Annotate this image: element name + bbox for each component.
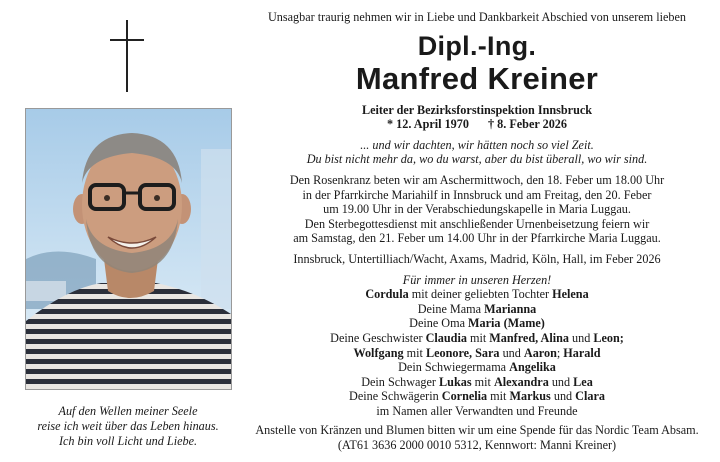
mourner-segment: Marianna <box>484 301 537 316</box>
life-dates <box>240 117 714 132</box>
mourner-segment: mit <box>487 389 510 404</box>
mourner-segment: Aaron <box>523 345 557 360</box>
mourner-segment: Markus <box>509 389 551 404</box>
mourner-line <box>240 404 714 419</box>
mourner-segment: Claudia <box>425 330 467 345</box>
forever-line: Für immer in unseren Herzen! <box>402 272 552 287</box>
mourner-segment: im Namen aller Verwandten und Freunde <box>376 403 578 418</box>
mourner-segment: mit <box>403 345 426 360</box>
service-line: Den Sterbegottesdienst mit anschließender Urnenbeisetzung feiern wir <box>304 216 650 231</box>
mourner-segment: mit <box>471 374 494 389</box>
mourner-segment: Lea <box>573 374 593 389</box>
service-line: am Samstag, den 21. Feber um 14.00 Uhr in der Pfarrkirche Maria Luggau. <box>293 231 661 246</box>
mourner-line <box>240 389 714 404</box>
mourner-line <box>240 360 714 375</box>
mourner-segment: Wolfgang <box>353 345 404 360</box>
left-quote-line: reise ich weit über das Leben hinaus. <box>37 419 219 433</box>
mourner-segment: Maria (Mame) <box>468 316 545 331</box>
position: Leiter der Bezirksforstinspektion Innsbruck <box>361 102 593 117</box>
mourner-line <box>240 287 714 302</box>
service-line: um 19.00 Uhr in der Verabschiedungskapelle in Maria Luggau. <box>323 202 631 217</box>
mourner-segment: Deine Oma <box>409 316 469 331</box>
mourner-segment: Helena <box>552 287 589 302</box>
mourner-line <box>240 375 714 390</box>
service-line: Den Rosenkranz beten wir am Aschermittwoch, den 18. Feber um 18.00 Uhr <box>289 172 665 187</box>
mourner-segment: Deine Mama <box>417 301 485 316</box>
mourner-segment: und <box>550 389 576 404</box>
mourner-segment: Clara <box>575 389 605 404</box>
donation-line: Anstelle von Kränzen und Blumen bitten wir um eine Spende für das Nordic Team Absam. <box>255 423 699 438</box>
mourner-segment: Angelika <box>509 360 556 375</box>
birth-date: * 12. April 1970 <box>387 117 469 132</box>
mourner-segment: Harald <box>563 345 601 360</box>
mourner-segment: Leonore, Sara <box>425 345 500 360</box>
mourner-segment: Dein Schwager <box>361 374 440 389</box>
death-date: † 8. Feber 2026 <box>488 117 567 132</box>
mourner-segment: Dein Schwiegermama <box>398 360 510 375</box>
mourner-segment: Manfred, Alina <box>489 330 569 345</box>
academic-title: Dipl.-Ing. <box>417 30 537 61</box>
left-quote <box>20 404 236 449</box>
mourner-segment: und <box>499 345 524 360</box>
place-date: Innsbruck, Untertilliach/Wacht, Axams, Madrid, Köln, Hall, im Feber 2026 <box>293 251 661 266</box>
deceased-name: Manfred Kreiner <box>355 60 599 96</box>
mourner-segment: Cornelia <box>441 389 488 404</box>
mourner-segment: und <box>548 374 574 389</box>
quote-line: ... und wir dachten, wir hätten noch so viel Zeit. <box>360 137 594 152</box>
mourner-segment: mit deiner geliebten Tochter <box>408 287 553 302</box>
service-line: in der Pfarrkirche Mariahilf in Innsbruck und am Freitag, den 20. Feber <box>302 187 652 202</box>
mourner-segment: Deine Schwägerin <box>349 389 442 404</box>
left-quote-line: Ich bin voll Licht und Liebe. <box>58 434 198 448</box>
mourner-line <box>240 302 714 317</box>
notice-text <box>240 10 714 453</box>
cross-icon <box>110 20 146 92</box>
quote-line: Du bist nicht mehr da, wo du warst, aber du bist überall, wo wir sind. <box>306 152 648 167</box>
portrait-photo <box>25 108 232 390</box>
donation-line: (AT61 3636 2000 0010 5312, Kennwort: Manni Kreiner) <box>337 438 617 453</box>
mourner-segment: Cordula <box>365 287 409 302</box>
headline: Unsagbar traurig nehmen wir in Liebe und Dankbarkeit Abschied von unserem lieben <box>268 10 686 24</box>
mourners-list <box>240 287 714 418</box>
mourner-segment: Deine Geschwister <box>330 330 426 345</box>
mourner-segment: Lukas <box>439 374 472 389</box>
mourner-line <box>240 346 714 361</box>
mourner-segment: ; <box>556 345 564 360</box>
mourner-segment: und <box>568 330 594 345</box>
mourner-segment: mit <box>466 330 490 345</box>
mourner-segment: Alexandra <box>493 374 549 389</box>
mourner-line <box>240 331 714 346</box>
left-quote-line: Auf den Wellen meiner Seele <box>58 404 198 418</box>
mourner-segment: Leon; <box>593 330 624 345</box>
mourner-line <box>240 316 714 331</box>
